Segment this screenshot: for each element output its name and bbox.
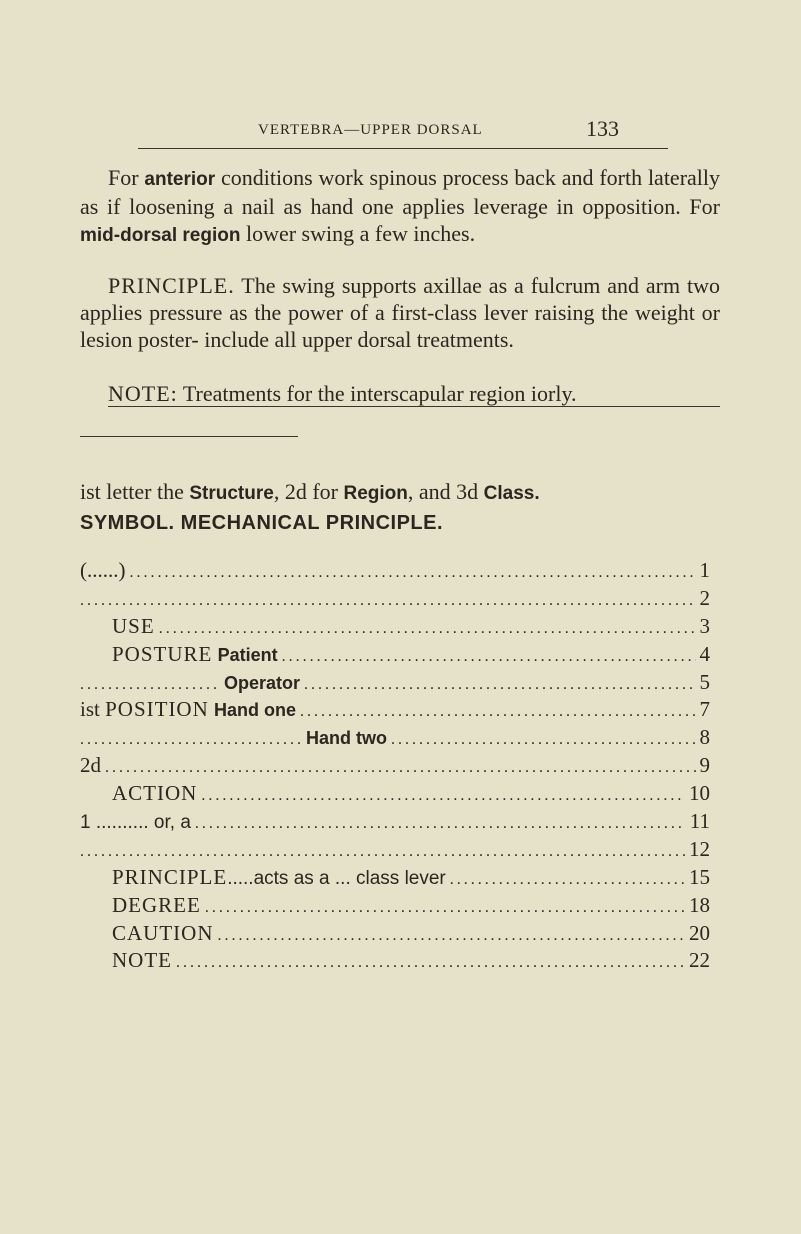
paragraph-note: NOTE: Treatments for the interscapular region iorly. — [108, 381, 577, 406]
table-row: ACTION ..... 10 — [80, 781, 710, 809]
table-row: POSTURE Patient ..... 4 — [80, 642, 710, 670]
term-anterior: anterior — [144, 169, 216, 190]
table-row: ..... 12 — [80, 837, 710, 865]
table-row: USE ..... 3 — [80, 614, 710, 642]
table-row: NOTE ..... 22 — [80, 948, 710, 976]
table-row: DEGREE ..... 18 — [80, 893, 710, 921]
running-title: VERTEBRA—UPPER DORSAL — [258, 122, 483, 138]
table-row: CAUTION ..... 20 — [80, 921, 710, 949]
running-header — [258, 116, 619, 141]
paragraph-anterior-conditions: For anterior conditions work spinous process back and forth laterally as if loosening a nail as hand one applies leverage in opposition. For mid-dorsal region lower swing a few inches. — [80, 165, 721, 246]
principle-heading: PRINCIPLE. — [108, 273, 235, 298]
symbol-table — [80, 558, 710, 976]
header-rule — [138, 148, 668, 149]
note-rule-lower — [80, 436, 298, 437]
table-row: 1 .......... or, a ..... 11 — [80, 809, 710, 837]
term-mid-dorsal: mid-dorsal region — [80, 225, 241, 246]
table-row: (......) ..... 1 — [80, 558, 710, 586]
paragraph-principle: PRINCIPLE. The swing supports axillae as a fulcrum and arm two applies pressure as the power of a first-class lever raising the weight or lesion poster- include all upper dorsal treatments. — [80, 273, 720, 352]
table-row: ..... Hand two ..... 8 — [80, 725, 710, 753]
table-row: ..... 2 — [80, 586, 710, 614]
symbol-heading: SYMBOL. MECHANICAL PRINCIPLE. — [80, 512, 444, 534]
table-row: ..... Operator ..... 5 — [80, 670, 710, 698]
paragraph-symbol-key: ist letter the Structure, 2d for Region, and 3d Class. SYMBOL. MECHANICAL PRINCIPLE. — [80, 478, 720, 537]
table-row: PRINCIPLE.....acts as a ... class lever ..... 15 — [80, 865, 710, 893]
table-row: 2d ..... 9 — [80, 753, 710, 781]
note-rule-upper — [108, 406, 720, 407]
table-row: ist POSITION Hand one ..... 7 — [80, 697, 710, 725]
note-heading: NOTE: — [108, 381, 178, 406]
page-number: 133 — [586, 116, 619, 141]
